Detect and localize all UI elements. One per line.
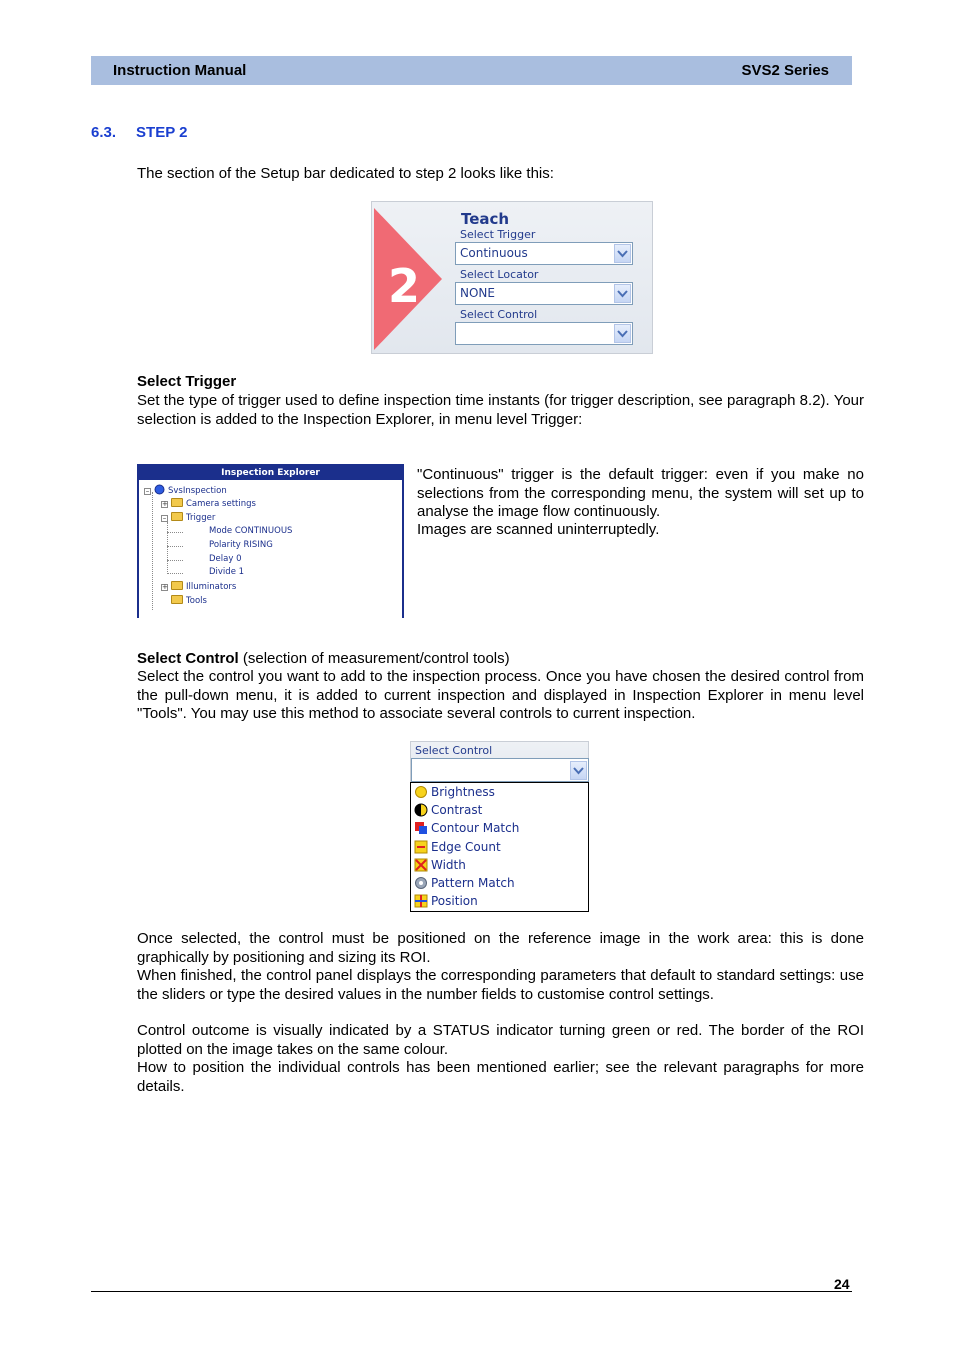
select-control-heading: Select Control [137,650,239,667]
step-number: 2 [388,259,421,313]
setup-panel-figure [371,201,653,354]
select-control-heading-line [137,650,510,669]
trigger-select-value: Continuous [460,246,528,260]
folder-icon [171,512,183,521]
folder-icon [171,595,183,604]
footer-rule [91,1291,852,1292]
tree-polarity[interactable]: Polarity RISING [209,540,273,550]
select-trigger-heading: Select Trigger [137,373,237,390]
tree-divide[interactable]: Divide 1 [209,567,245,577]
dropdown-list [410,782,589,912]
contrast-icon [414,803,428,817]
section-number: 6.3. [91,124,117,141]
paragraph-status: Control outcome is visually indicated by a STATUS indicator turning green or red. The border of the ROI plotted on the image takes on the same colour. [137,1022,864,1058]
edge-count-icon [414,840,428,854]
width-icon [414,858,428,872]
select-control-subtitle: (selection of measurement/control tools) [238,650,510,667]
control-select[interactable] [455,322,633,345]
control-dropdown-figure [410,741,589,912]
pattern-match-icon [414,876,428,890]
folder-icon [171,581,183,590]
explorer-title: Inspection Explorer [139,466,402,480]
tree-trigger[interactable]: – Trigger [162,513,216,523]
tree-illuminators[interactable]: + Illuminators [162,582,237,592]
trigger-select[interactable] [455,242,633,265]
locator-select-value: NONE [460,286,495,300]
option-contrast[interactable]: Contrast [411,801,588,819]
trigger-label: Select Trigger [460,228,536,241]
page-header [91,56,852,85]
option-brightness[interactable]: Brightness [411,783,588,801]
locator-select[interactable] [455,282,633,305]
brightness-icon [414,785,428,799]
contour-match-icon [414,821,428,835]
tree-mode[interactable]: Mode CONTINUOUS [209,526,293,536]
option-edge-count[interactable]: Edge Count [411,838,588,856]
locator-label: Select Locator [460,268,539,281]
intro-text: The section of the Setup bar dedicated to step 2 looks like this: [137,165,554,182]
tree-tools[interactable]: Tools [171,595,207,606]
tree-delay[interactable]: Delay 0 [209,554,242,564]
paragraph-details: How to position the individual controls has been mentioned earlier; see the relevant paragraphs for more details. [137,1059,864,1095]
option-pattern-match[interactable]: Pattern Match [411,874,588,892]
header-title: Instruction Manual [113,62,247,79]
continuous-note-2: Images are scanned uninterruptedly. [417,521,660,538]
paragraph-positioning: Once selected, the control must be positioned on the reference image in the work area: this is done graphically by positioning and sizing its ROI. [137,930,864,966]
position-icon [414,894,428,908]
teach-title: Teach [461,210,510,228]
paragraph-parameters: When finished, the control panel displays the corresponding parameters that default to standard settings: use the sliders or type the desired values in the number fields to customise control settings. [137,967,864,1003]
select-trigger-text: Set the type of trigger used to define inspection time instants (for trigger description, see paragraph 8.2). Your selection is added to the Inspection Explorer, in menu level Trigger: [137,392,864,428]
section-title: STEP 2 [136,124,188,141]
select-control-text: Select the control you want to add to the inspection process. Once you have chosen the desired control from the pull-down menu, it is added to current inspection and displayed in Inspection Explorer in menu level "Tools". You may use this method to associate several controls to current inspection. [137,668,864,722]
inspection-icon [154,484,165,495]
continuous-note: "Continuous" trigger is the default trigger: even if you make no selections from the corresponding menu, the system will set up to analyse the image flow continuously. [417,466,864,520]
chevron-down-icon[interactable] [614,324,631,343]
option-contour-match[interactable]: Contour Match [411,819,588,837]
page-number: 24 [834,1276,850,1292]
step-triangle-icon [374,208,444,350]
control-label: Select Control [460,308,538,321]
chevron-down-icon[interactable] [614,284,631,303]
option-position[interactable]: Position [411,892,588,910]
tree-camera-settings[interactable]: + Camera settings [162,499,256,509]
header-series: SVS2 Series [741,62,829,79]
dropdown-combo[interactable] [411,758,589,782]
option-width[interactable]: Width [411,856,588,874]
inspection-explorer-figure [137,464,404,618]
tree-root[interactable]: – SvsInspection [145,486,227,496]
dropdown-label: Select Control [415,744,493,757]
section-heading [91,124,187,141]
chevron-down-icon[interactable] [614,244,631,263]
chevron-down-icon[interactable] [570,761,587,780]
folder-icon [171,498,183,507]
